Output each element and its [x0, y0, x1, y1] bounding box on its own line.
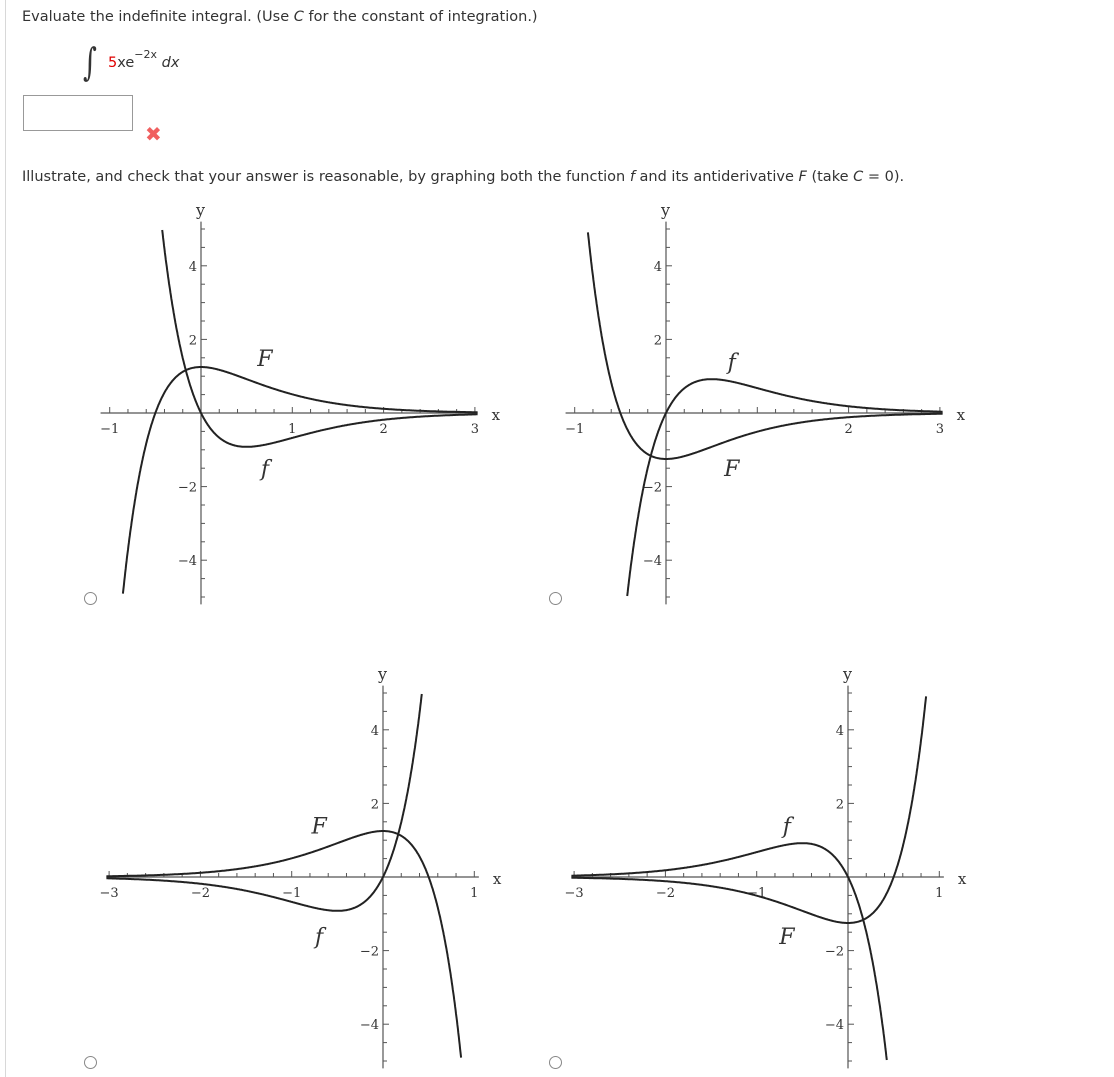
x-tick-label: −1	[100, 422, 120, 437]
y-tick-label: 2	[188, 333, 197, 349]
integrand-dx: dx	[161, 54, 180, 71]
y-tick-label: 4	[835, 723, 844, 739]
x-tick-label: 2	[844, 422, 853, 437]
curve-label: F	[257, 346, 273, 372]
y-tick-label: −2	[824, 944, 844, 960]
x-tick-label: −1	[565, 422, 585, 437]
graph-2	[565, 201, 966, 605]
x-tick-label: 1	[288, 422, 297, 437]
x-tick-label: −3	[99, 886, 119, 901]
y-axis-label: y	[378, 664, 388, 684]
y-tick-label: −4	[359, 1018, 379, 1034]
x-tick-label: −1	[282, 886, 302, 901]
x-tick-label: −2	[655, 886, 675, 901]
incorrect-x-icon: ✖	[145, 122, 162, 146]
integral-sign: ∫	[82, 40, 97, 84]
prompt-text-end: for the constant of integration.)	[303, 9, 538, 25]
curve-label: F	[311, 814, 327, 840]
illustrate-text: and its antiderivative	[634, 169, 799, 185]
radio-option-4[interactable]	[549, 1056, 562, 1069]
curve-label: F	[724, 457, 740, 483]
illustrate-C: C	[853, 169, 864, 185]
y-tick-label: 2	[370, 797, 379, 813]
x-tick-label: 3	[470, 422, 480, 437]
y-axis-label: y	[843, 664, 853, 684]
y-axis-label: y	[196, 200, 206, 220]
graph-1	[100, 201, 501, 605]
y-tick-label: −2	[177, 480, 197, 496]
integrand-exponent: −2x	[134, 48, 158, 61]
curve-label: f	[315, 924, 324, 950]
illustrate-text: = 0).	[863, 169, 905, 185]
x-axis-label: x	[957, 870, 967, 888]
x-tick-label: −2	[190, 886, 210, 901]
prompt-text: Evaluate the indefinite integral. (Use	[22, 9, 294, 25]
x-tick-label: −3	[564, 886, 584, 901]
y-tick-label: 2	[653, 333, 662, 349]
curve-label: f	[782, 814, 791, 840]
x-tick-label: −1	[747, 886, 767, 901]
x-axis-label: x	[491, 406, 501, 424]
y-tick-label: −4	[824, 1018, 844, 1034]
curve-label: f	[727, 350, 736, 376]
x-tick-label: 2	[379, 422, 388, 437]
x-tick-label: 1	[935, 886, 944, 901]
y-axis-label: y	[661, 200, 671, 220]
curve-function-f	[627, 379, 945, 596]
x-tick-label: 1	[470, 886, 479, 901]
integrand-base: xe	[117, 54, 135, 71]
x-tick-label: 3	[935, 422, 945, 437]
curve-function-f	[162, 230, 480, 447]
radio-option-3[interactable]	[84, 1056, 97, 1069]
y-tick-label: −2	[359, 944, 379, 960]
curve-antiderivative-F	[588, 232, 943, 459]
illustrate-text: (take	[806, 169, 854, 185]
y-tick-label: 4	[370, 723, 379, 739]
curve-label: F	[779, 924, 795, 950]
y-tick-label: −4	[642, 554, 662, 570]
curve-label: f	[260, 457, 269, 483]
x-axis-label: x	[492, 870, 502, 888]
curve-antiderivative-F	[106, 831, 461, 1058]
y-tick-label: 4	[188, 259, 197, 275]
graph-4	[565, 665, 967, 1069]
y-tick-label: −4	[177, 554, 197, 570]
illustrate-f: f	[629, 169, 635, 185]
y-tick-label: 2	[835, 797, 844, 813]
curve-antiderivative-F	[123, 367, 478, 594]
y-tick-label: −2	[642, 480, 662, 496]
radio-option-2[interactable]	[549, 592, 562, 605]
graph-3	[100, 665, 502, 1069]
x-axis-label: x	[956, 406, 966, 424]
illustrate-text: Illustrate, and check that your answer is reasonable, by graphing both the function	[22, 169, 630, 185]
prompt-c: C	[293, 9, 304, 25]
illustrate-F: F	[798, 169, 807, 185]
integrand-coefficient: 5	[108, 54, 118, 71]
radio-option-1[interactable]	[84, 592, 97, 605]
y-tick-label: 4	[653, 259, 662, 275]
